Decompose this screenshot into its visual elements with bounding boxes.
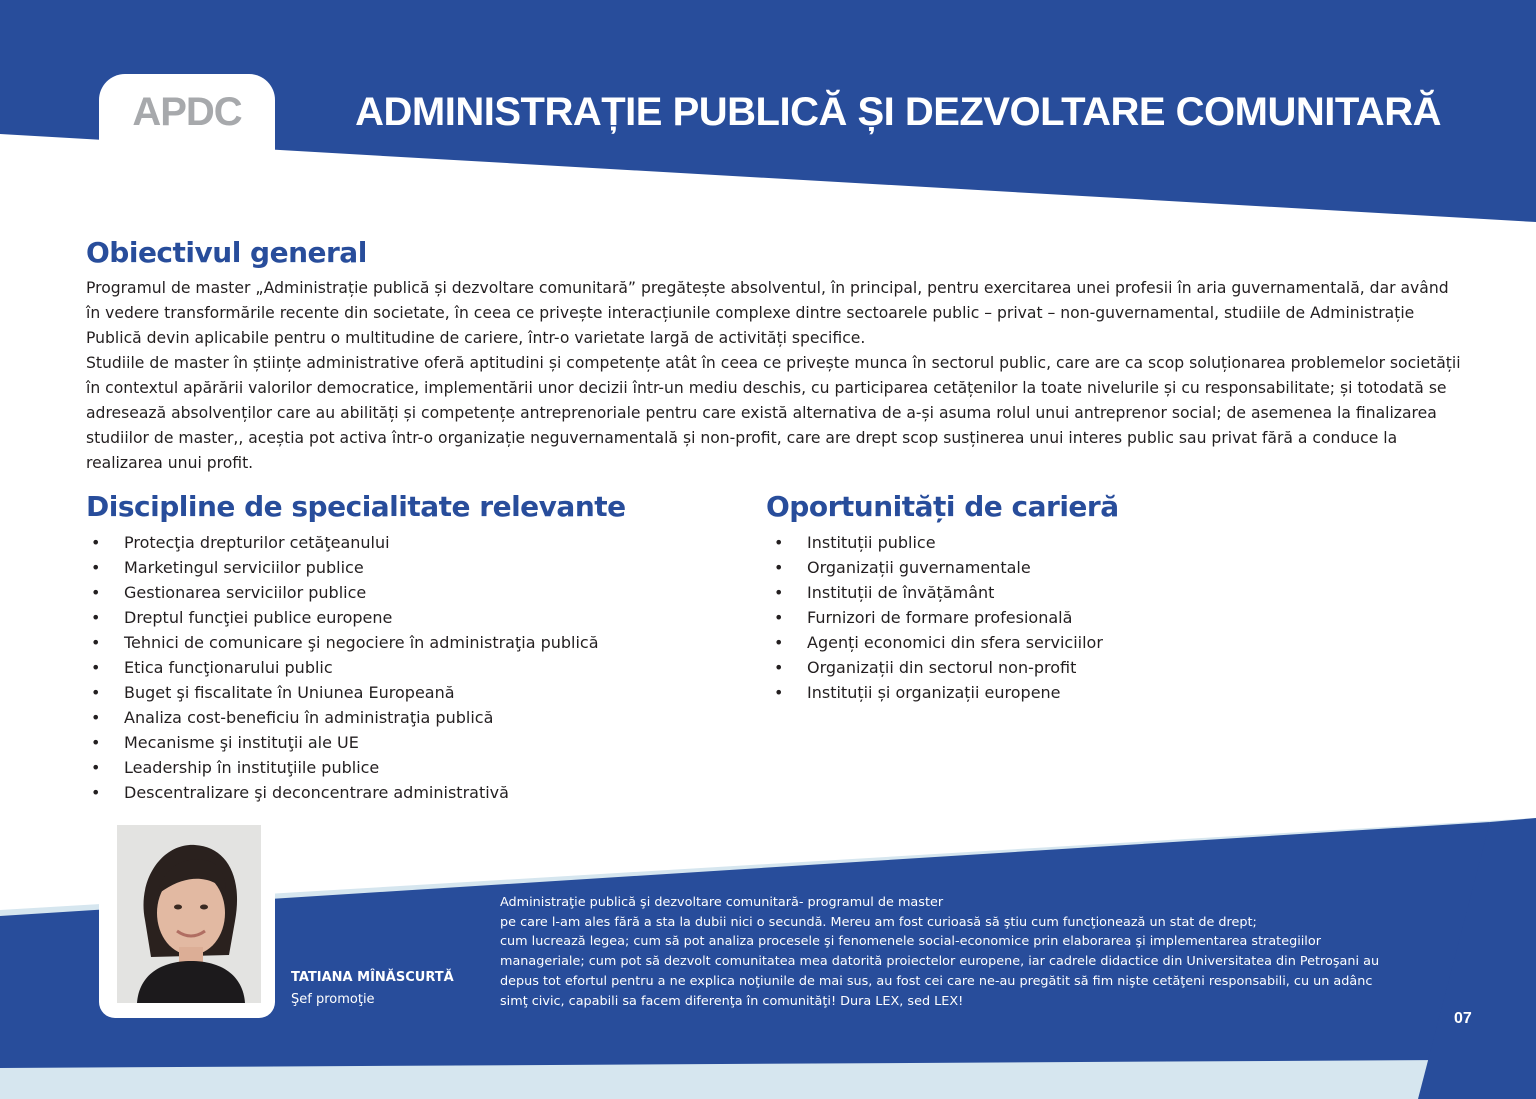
list-item: • Tehnici de comunicare şi negociere în administraţia publică xyxy=(86,630,599,655)
graduate-name: TATIANA MÎNĂSCURTĂ xyxy=(291,970,454,985)
list-item: • Leadership în instituţiile publice xyxy=(86,755,599,780)
quote-line: manageriale; cum pot să dezvolt comunitatea mea datorită proiectelor europene, iar cadrele didactice din Universitatea din Petroşani au xyxy=(500,954,1380,970)
objective-paragraph-1: Programul de master „Administrație publică și dezvoltare comunitară” pregătește absolventul, în principal, pentru exercitarea unei profesii în aria guvernamentală, dar având în vedere transformările recente din societate, în ceea ce privește interacțiunile complexe dintre sectoarele public – privat – non-guvernamental, studiile de Administrație Publică devin aplicabile pentru o multitudine de cariere, într-o varietate largă de activități specifice. xyxy=(86,279,1449,347)
objective-heading: Obiectivul general xyxy=(86,236,367,269)
list-item: • Furnizori de formare profesională xyxy=(769,605,1103,630)
list-item: • Instituții și organizații europene xyxy=(769,680,1103,705)
list-item: • Agenți economici din sfera serviciilor xyxy=(769,630,1103,655)
list-item: • Buget şi fiscalitate în Uniunea Europeană xyxy=(86,680,599,705)
list-item: • Gestionarea serviciilor publice xyxy=(86,580,599,605)
program-abbreviation: APDC xyxy=(132,90,242,134)
quote-line: pe care l-am ales fără a sta la dubii nici o secundă. Mereu am fost curioasă să ştiu cum funcţionează un stat de drept; xyxy=(500,914,1257,930)
list-item: • Etica funcţionarului public xyxy=(86,655,599,680)
quote-line: Administraţie publică şi dezvoltare comunitară- programul de master xyxy=(500,895,944,910)
list-item: • Descentralizare şi deconcentrare administrativă xyxy=(86,780,599,805)
page-number: 07 xyxy=(1454,1010,1472,1027)
list-item: • Instituții de învățământ xyxy=(769,580,1103,605)
objective-text xyxy=(86,276,1466,476)
portrait-image xyxy=(117,825,261,1003)
disciplines-heading: Discipline de specialitate relevante xyxy=(86,490,626,523)
quote-line: cum lucrează legea; cum să pot analiza procesele şi fenomenele social-economice prin elaborarea şi implementarea strategiilor xyxy=(500,934,1321,950)
list-item: • Instituții publice xyxy=(769,530,1103,555)
list-item: • Analiza cost-beneficiu în administraţia publică xyxy=(86,705,599,730)
list-item: • Mecanisme şi instituţii ale UE xyxy=(86,730,599,755)
quote-line: simţ civic, capabili sa facem diferenţa în comunităţi! Dura LEX, sed LEX! xyxy=(500,993,964,1009)
list-item: • Organizații din sectorul non-profit xyxy=(769,655,1103,680)
testimonial-quote xyxy=(500,893,1450,1011)
list-item: • Organizații guvernamentale xyxy=(769,555,1103,580)
list-item: • Dreptul funcţiei publice europene xyxy=(86,605,599,630)
quote-line: depus tot efortul pentru a ne explica noţiunile de mai sus, au fost cei care ne-au pregătit să fim nişte cetăţeni responsabili, cu un adânc xyxy=(500,973,1373,989)
page-title: ADMINISTRAȚIE PUBLICĂ ȘI DEZVOLTARE COMUNITARĂ xyxy=(355,90,1441,134)
graduate-photo xyxy=(117,825,261,1003)
objective-paragraph-2: Studiile de master în științe administrative oferă aptitudini și competențe atât în ceea ce privește munca în sectorul public, care are ca scop soluționarea problemelor societății în contextul apărării valorilor democratice, implementării unor decizii într-un mediu deschis, cu participarea cetățenilor la toate nivelurile și cu responsabilitate; și totodată se adresează absolvenților care au abilități și competențe antreprenoriale pentru care există alternativa de a-și asuma rolul unui antreprenor social; de asemenea la finalizarea studiilor de master,, aceștia pot activa într-o organizație neguvernamentală și non-profit, care are drept scop susținerea unui interes public sau privat fără a conduce la realizarea unui profit. xyxy=(86,354,1461,472)
careers-heading: Oportunități de carieră xyxy=(766,490,1119,523)
list-item: • Protecţia drepturilor cetăţeanului xyxy=(86,530,599,555)
list-item: • Marketingul serviciilor publice xyxy=(86,555,599,580)
graduate-role: Şef promoţie xyxy=(291,992,375,1007)
disciplines-list xyxy=(86,530,599,805)
careers-list xyxy=(769,530,1103,705)
